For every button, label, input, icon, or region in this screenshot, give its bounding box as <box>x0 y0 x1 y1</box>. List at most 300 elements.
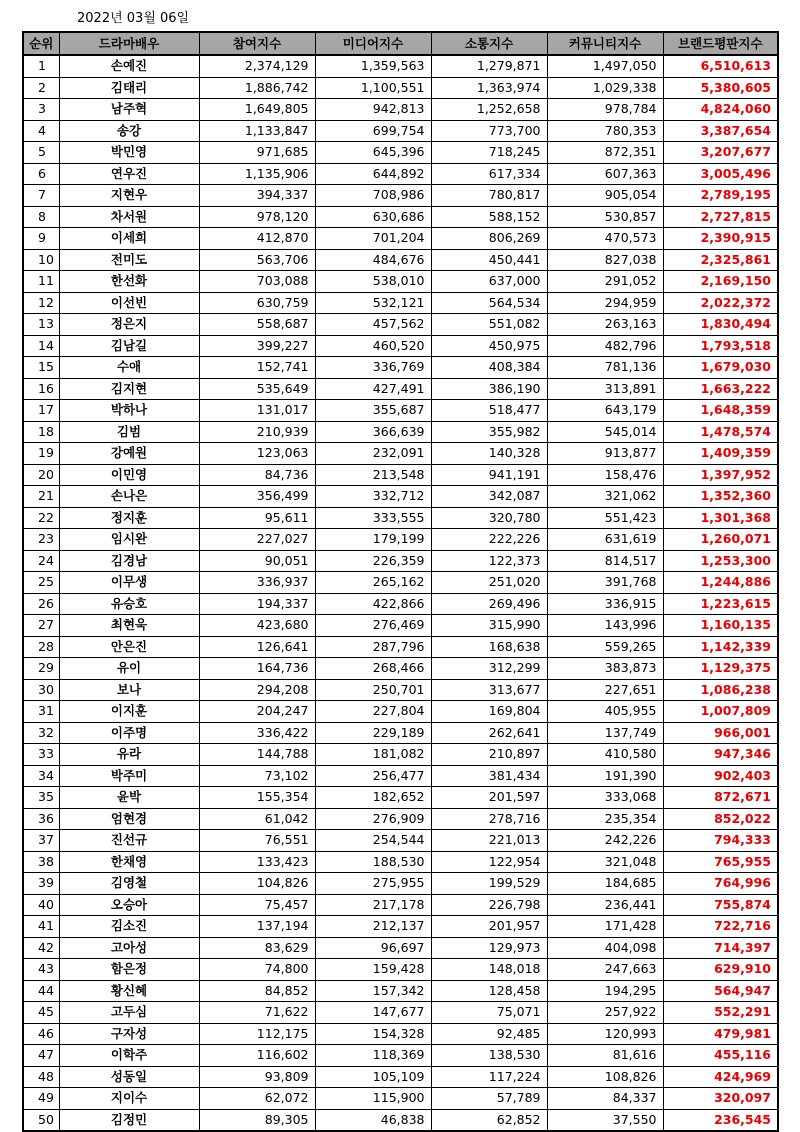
cell-brand-reputation: 852,022 <box>663 808 778 830</box>
cell-actor-name: 김지현 <box>59 378 199 400</box>
cell-brand-reputation: 872,671 <box>663 787 778 809</box>
cell-actor-name: 전미도 <box>59 249 199 271</box>
cell-rank: 9 <box>23 228 59 250</box>
cell-rank: 45 <box>23 1002 59 1024</box>
cell-brand-reputation: 479,981 <box>663 1023 778 1045</box>
cell-rank: 15 <box>23 357 59 379</box>
cell-communication: 313,677 <box>431 679 547 701</box>
cell-participation: 210,939 <box>199 421 315 443</box>
cell-community: 559,265 <box>547 636 663 658</box>
table-row <box>23 1066 778 1088</box>
cell-brand-reputation: 1,160,135 <box>663 615 778 637</box>
cell-community: 383,873 <box>547 658 663 680</box>
cell-community: 227,651 <box>547 679 663 701</box>
header-media: 미디어지수 <box>315 32 431 55</box>
cell-communication: 381,434 <box>431 765 547 787</box>
cell-brand-reputation: 2,022,372 <box>663 292 778 314</box>
cell-actor-name: 김경남 <box>59 550 199 572</box>
cell-actor-name: 임시완 <box>59 529 199 551</box>
cell-rank: 48 <box>23 1066 59 1088</box>
table-body <box>23 55 778 1131</box>
table-row <box>23 937 778 959</box>
cell-media: 250,701 <box>315 679 431 701</box>
cell-community: 551,423 <box>547 507 663 529</box>
cell-community: 263,163 <box>547 314 663 336</box>
table-row <box>23 679 778 701</box>
cell-media: 181,082 <box>315 744 431 766</box>
cell-media: 256,477 <box>315 765 431 787</box>
cell-actor-name: 최현욱 <box>59 615 199 637</box>
cell-rank: 41 <box>23 916 59 938</box>
cell-brand-reputation: 2,325,861 <box>663 249 778 271</box>
cell-communication: 718,245 <box>431 142 547 164</box>
cell-participation: 394,337 <box>199 185 315 207</box>
cell-brand-reputation: 455,116 <box>663 1045 778 1067</box>
cell-rank: 38 <box>23 851 59 873</box>
cell-media: 232,091 <box>315 443 431 465</box>
cell-actor-name: 이무생 <box>59 572 199 594</box>
cell-actor-name: 윤박 <box>59 787 199 809</box>
cell-media: 538,010 <box>315 271 431 293</box>
cell-brand-reputation: 236,545 <box>663 1109 778 1131</box>
cell-actor-name: 정은지 <box>59 314 199 336</box>
brand-reputation-table <box>22 31 779 1132</box>
cell-brand-reputation: 629,910 <box>663 959 778 981</box>
cell-rank: 34 <box>23 765 59 787</box>
cell-communication: 251,020 <box>431 572 547 594</box>
cell-actor-name: 유승호 <box>59 593 199 615</box>
cell-actor-name: 정지훈 <box>59 507 199 529</box>
table-row <box>23 959 778 981</box>
cell-rank: 26 <box>23 593 59 615</box>
cell-media: 182,652 <box>315 787 431 809</box>
cell-participation: 1,135,906 <box>199 163 315 185</box>
cell-brand-reputation: 1,679,030 <box>663 357 778 379</box>
cell-actor-name: 박민영 <box>59 142 199 164</box>
cell-media: 46,838 <box>315 1109 431 1131</box>
cell-participation: 155,354 <box>199 787 315 809</box>
cell-communication: 564,534 <box>431 292 547 314</box>
cell-participation: 76,551 <box>199 830 315 852</box>
cell-brand-reputation: 1,260,071 <box>663 529 778 551</box>
table-row <box>23 99 778 121</box>
cell-communication: 312,299 <box>431 658 547 680</box>
cell-actor-name: 남주혁 <box>59 99 199 121</box>
cell-communication: 269,496 <box>431 593 547 615</box>
table-row <box>23 486 778 508</box>
cell-brand-reputation: 1,253,300 <box>663 550 778 572</box>
table-row <box>23 722 778 744</box>
cell-media: 179,199 <box>315 529 431 551</box>
cell-rank: 10 <box>23 249 59 271</box>
cell-participation: 336,422 <box>199 722 315 744</box>
cell-actor-name: 김태리 <box>59 77 199 99</box>
cell-communication: 780,817 <box>431 185 547 207</box>
table-row <box>23 572 778 594</box>
cell-community: 291,052 <box>547 271 663 293</box>
cell-media: 708,986 <box>315 185 431 207</box>
cell-community: 235,354 <box>547 808 663 830</box>
cell-rank: 40 <box>23 894 59 916</box>
cell-communication: 408,384 <box>431 357 547 379</box>
table-row <box>23 636 778 658</box>
table-row <box>23 378 778 400</box>
cell-community: 410,580 <box>547 744 663 766</box>
cell-media: 118,369 <box>315 1045 431 1067</box>
cell-rank: 20 <box>23 464 59 486</box>
table-header <box>23 32 778 55</box>
cell-brand-reputation: 1,830,494 <box>663 314 778 336</box>
cell-rank: 29 <box>23 658 59 680</box>
cell-media: 366,639 <box>315 421 431 443</box>
table-row <box>23 744 778 766</box>
cell-community: 978,784 <box>547 99 663 121</box>
table-row <box>23 1023 778 1045</box>
table-row <box>23 529 778 551</box>
cell-communication: 148,018 <box>431 959 547 981</box>
cell-actor-name: 김영철 <box>59 873 199 895</box>
table-row <box>23 443 778 465</box>
cell-brand-reputation: 1,007,809 <box>663 701 778 723</box>
table-row <box>23 292 778 314</box>
cell-rank: 28 <box>23 636 59 658</box>
cell-media: 227,804 <box>315 701 431 723</box>
cell-media: 460,520 <box>315 335 431 357</box>
cell-brand-reputation: 764,996 <box>663 873 778 895</box>
cell-rank: 19 <box>23 443 59 465</box>
cell-community: 81,616 <box>547 1045 663 1067</box>
cell-participation: 971,685 <box>199 142 315 164</box>
cell-rank: 30 <box>23 679 59 701</box>
header-communication: 소통지수 <box>431 32 547 55</box>
cell-community: 294,959 <box>547 292 663 314</box>
cell-actor-name: 이지훈 <box>59 701 199 723</box>
cell-communication: 210,897 <box>431 744 547 766</box>
cell-participation: 62,072 <box>199 1088 315 1110</box>
cell-participation: 83,629 <box>199 937 315 959</box>
cell-community: 336,915 <box>547 593 663 615</box>
cell-media: 336,769 <box>315 357 431 379</box>
table-row <box>23 1088 778 1110</box>
cell-communication: 450,975 <box>431 335 547 357</box>
cell-rank: 22 <box>23 507 59 529</box>
cell-rank: 31 <box>23 701 59 723</box>
cell-rank: 17 <box>23 400 59 422</box>
cell-media: 212,137 <box>315 916 431 938</box>
cell-actor-name: 이학주 <box>59 1045 199 1067</box>
cell-rank: 5 <box>23 142 59 164</box>
cell-brand-reputation: 6,510,613 <box>663 55 778 77</box>
cell-brand-reputation: 966,001 <box>663 722 778 744</box>
cell-actor-name: 안은진 <box>59 636 199 658</box>
header-actor: 드라마배우 <box>59 32 199 55</box>
cell-rank: 27 <box>23 615 59 637</box>
cell-media: 701,204 <box>315 228 431 250</box>
cell-communication: 617,334 <box>431 163 547 185</box>
cell-actor-name: 오승아 <box>59 894 199 916</box>
table-row <box>23 916 778 938</box>
cell-rank: 46 <box>23 1023 59 1045</box>
cell-media: 276,469 <box>315 615 431 637</box>
table-row <box>23 873 778 895</box>
table-row <box>23 830 778 852</box>
cell-media: 333,555 <box>315 507 431 529</box>
cell-communication: 342,087 <box>431 486 547 508</box>
cell-rank: 49 <box>23 1088 59 1110</box>
cell-brand-reputation: 714,397 <box>663 937 778 959</box>
cell-community: 194,295 <box>547 980 663 1002</box>
cell-actor-name: 함은정 <box>59 959 199 981</box>
cell-participation: 75,457 <box>199 894 315 916</box>
cell-community: 405,955 <box>547 701 663 723</box>
cell-media: 630,686 <box>315 206 431 228</box>
cell-brand-reputation: 947,346 <box>663 744 778 766</box>
table-row <box>23 507 778 529</box>
cell-participation: 1,133,847 <box>199 120 315 142</box>
cell-brand-reputation: 765,955 <box>663 851 778 873</box>
cell-actor-name: 송강 <box>59 120 199 142</box>
cell-media: 254,544 <box>315 830 431 852</box>
cell-brand-reputation: 1,301,368 <box>663 507 778 529</box>
cell-actor-name: 김정민 <box>59 1109 199 1131</box>
cell-community: 333,068 <box>547 787 663 809</box>
cell-community: 158,476 <box>547 464 663 486</box>
cell-brand-reputation: 3,387,654 <box>663 120 778 142</box>
cell-actor-name: 지이수 <box>59 1088 199 1110</box>
cell-rank: 14 <box>23 335 59 357</box>
cell-brand-reputation: 564,947 <box>663 980 778 1002</box>
table-row <box>23 593 778 615</box>
cell-community: 404,098 <box>547 937 663 959</box>
cell-community: 827,038 <box>547 249 663 271</box>
cell-media: 226,359 <box>315 550 431 572</box>
cell-community: 781,136 <box>547 357 663 379</box>
cell-participation: 535,649 <box>199 378 315 400</box>
cell-participation: 152,741 <box>199 357 315 379</box>
cell-media: 268,466 <box>315 658 431 680</box>
table-row <box>23 980 778 1002</box>
cell-community: 120,993 <box>547 1023 663 1045</box>
table-row <box>23 808 778 830</box>
cell-communication: 518,477 <box>431 400 547 422</box>
cell-media: 96,697 <box>315 937 431 959</box>
cell-actor-name: 이선빈 <box>59 292 199 314</box>
cell-brand-reputation: 1,397,952 <box>663 464 778 486</box>
cell-community: 191,390 <box>547 765 663 787</box>
cell-participation: 399,227 <box>199 335 315 357</box>
cell-rank: 2 <box>23 77 59 99</box>
cell-media: 147,677 <box>315 1002 431 1024</box>
cell-media: 942,813 <box>315 99 431 121</box>
cell-community: 780,353 <box>547 120 663 142</box>
cell-participation: 84,736 <box>199 464 315 486</box>
cell-community: 37,550 <box>547 1109 663 1131</box>
cell-media: 332,712 <box>315 486 431 508</box>
cell-actor-name: 손나은 <box>59 486 199 508</box>
header-participation: 참여지수 <box>199 32 315 55</box>
cell-communication: 168,638 <box>431 636 547 658</box>
table-row <box>23 464 778 486</box>
header-brand-reputation: 브랜드평판지수 <box>663 32 778 55</box>
cell-participation: 131,017 <box>199 400 315 422</box>
cell-participation: 227,027 <box>199 529 315 551</box>
table-row <box>23 335 778 357</box>
cell-brand-reputation: 755,874 <box>663 894 778 916</box>
cell-participation: 558,687 <box>199 314 315 336</box>
cell-community: 257,922 <box>547 1002 663 1024</box>
cell-communication: 386,190 <box>431 378 547 400</box>
cell-brand-reputation: 2,169,150 <box>663 271 778 293</box>
cell-actor-name: 보나 <box>59 679 199 701</box>
cell-brand-reputation: 2,390,915 <box>663 228 778 250</box>
cell-actor-name: 강예원 <box>59 443 199 465</box>
cell-participation: 104,826 <box>199 873 315 895</box>
cell-actor-name: 고아성 <box>59 937 199 959</box>
cell-media: 188,530 <box>315 851 431 873</box>
cell-actor-name: 유이 <box>59 658 199 680</box>
cell-participation: 90,051 <box>199 550 315 572</box>
cell-rank: 32 <box>23 722 59 744</box>
table-row <box>23 314 778 336</box>
cell-communication: 140,328 <box>431 443 547 465</box>
cell-brand-reputation: 1,648,359 <box>663 400 778 422</box>
cell-communication: 199,529 <box>431 873 547 895</box>
cell-media: 217,178 <box>315 894 431 916</box>
cell-participation: 123,063 <box>199 443 315 465</box>
cell-participation: 978,120 <box>199 206 315 228</box>
cell-participation: 137,194 <box>199 916 315 938</box>
table-row <box>23 550 778 572</box>
cell-community: 247,663 <box>547 959 663 981</box>
cell-actor-name: 이세희 <box>59 228 199 250</box>
cell-communication: 128,458 <box>431 980 547 1002</box>
cell-communication: 355,982 <box>431 421 547 443</box>
cell-rank: 1 <box>23 55 59 77</box>
table-row <box>23 1109 778 1131</box>
report-date: 2022년 03월 06일 <box>77 11 190 26</box>
cell-community: 391,768 <box>547 572 663 594</box>
cell-media: 154,328 <box>315 1023 431 1045</box>
table-row <box>23 787 778 809</box>
table-row <box>23 894 778 916</box>
cell-media: 265,162 <box>315 572 431 594</box>
cell-media: 1,100,551 <box>315 77 431 99</box>
cell-communication: 278,716 <box>431 808 547 830</box>
cell-media: 276,909 <box>315 808 431 830</box>
cell-rank: 36 <box>23 808 59 830</box>
cell-actor-name: 황신혜 <box>59 980 199 1002</box>
cell-media: 427,491 <box>315 378 431 400</box>
cell-communication: 222,226 <box>431 529 547 551</box>
table-row <box>23 77 778 99</box>
cell-participation: 89,305 <box>199 1109 315 1131</box>
cell-participation: 133,423 <box>199 851 315 873</box>
cell-brand-reputation: 1,129,375 <box>663 658 778 680</box>
cell-participation: 194,337 <box>199 593 315 615</box>
table-row <box>23 142 778 164</box>
cell-media: 287,796 <box>315 636 431 658</box>
table-row <box>23 421 778 443</box>
cell-media: 213,548 <box>315 464 431 486</box>
cell-rank: 43 <box>23 959 59 981</box>
cell-rank: 50 <box>23 1109 59 1131</box>
table-row <box>23 185 778 207</box>
table-row <box>23 55 778 77</box>
cell-media: 645,396 <box>315 142 431 164</box>
cell-participation: 356,499 <box>199 486 315 508</box>
cell-communication: 320,780 <box>431 507 547 529</box>
cell-rank: 44 <box>23 980 59 1002</box>
cell-community: 530,857 <box>547 206 663 228</box>
cell-participation: 84,852 <box>199 980 315 1002</box>
cell-community: 242,226 <box>547 830 663 852</box>
cell-brand-reputation: 1,409,359 <box>663 443 778 465</box>
cell-communication: 122,373 <box>431 550 547 572</box>
cell-brand-reputation: 1,478,574 <box>663 421 778 443</box>
cell-actor-name: 김범 <box>59 421 199 443</box>
cell-community: 545,014 <box>547 421 663 443</box>
cell-community: 321,062 <box>547 486 663 508</box>
cell-actor-name: 손예진 <box>59 55 199 77</box>
cell-participation: 703,088 <box>199 271 315 293</box>
cell-rank: 39 <box>23 873 59 895</box>
cell-communication: 129,973 <box>431 937 547 959</box>
table-row <box>23 765 778 787</box>
cell-actor-name: 수애 <box>59 357 199 379</box>
table-row <box>23 701 778 723</box>
cell-community: 108,826 <box>547 1066 663 1088</box>
cell-rank: 25 <box>23 572 59 594</box>
cell-communication: 122,954 <box>431 851 547 873</box>
cell-participation: 423,680 <box>199 615 315 637</box>
cell-community: 1,029,338 <box>547 77 663 99</box>
header-community: 커뮤니티지수 <box>547 32 663 55</box>
cell-community: 814,517 <box>547 550 663 572</box>
cell-participation: 1,649,805 <box>199 99 315 121</box>
cell-actor-name: 고두심 <box>59 1002 199 1024</box>
cell-participation: 294,208 <box>199 679 315 701</box>
cell-participation: 116,602 <box>199 1045 315 1067</box>
cell-actor-name: 이민영 <box>59 464 199 486</box>
cell-community: 321,048 <box>547 851 663 873</box>
cell-brand-reputation: 1,663,222 <box>663 378 778 400</box>
cell-brand-reputation: 1,086,238 <box>663 679 778 701</box>
cell-participation: 412,870 <box>199 228 315 250</box>
cell-communication: 138,530 <box>431 1045 547 1067</box>
cell-participation: 71,622 <box>199 1002 315 1024</box>
cell-participation: 1,886,742 <box>199 77 315 99</box>
cell-rank: 4 <box>23 120 59 142</box>
cell-communication: 806,269 <box>431 228 547 250</box>
cell-community: 236,441 <box>547 894 663 916</box>
cell-community: 482,796 <box>547 335 663 357</box>
cell-participation: 112,175 <box>199 1023 315 1045</box>
cell-participation: 95,611 <box>199 507 315 529</box>
cell-participation: 73,102 <box>199 765 315 787</box>
cell-rank: 21 <box>23 486 59 508</box>
cell-community: 607,363 <box>547 163 663 185</box>
cell-actor-name: 한채영 <box>59 851 199 873</box>
cell-actor-name: 김소진 <box>59 916 199 938</box>
cell-brand-reputation: 2,789,195 <box>663 185 778 207</box>
cell-rank: 35 <box>23 787 59 809</box>
cell-actor-name: 구자성 <box>59 1023 199 1045</box>
cell-participation: 336,937 <box>199 572 315 594</box>
cell-brand-reputation: 722,716 <box>663 916 778 938</box>
cell-communication: 941,191 <box>431 464 547 486</box>
cell-rank: 33 <box>23 744 59 766</box>
table-row <box>23 120 778 142</box>
